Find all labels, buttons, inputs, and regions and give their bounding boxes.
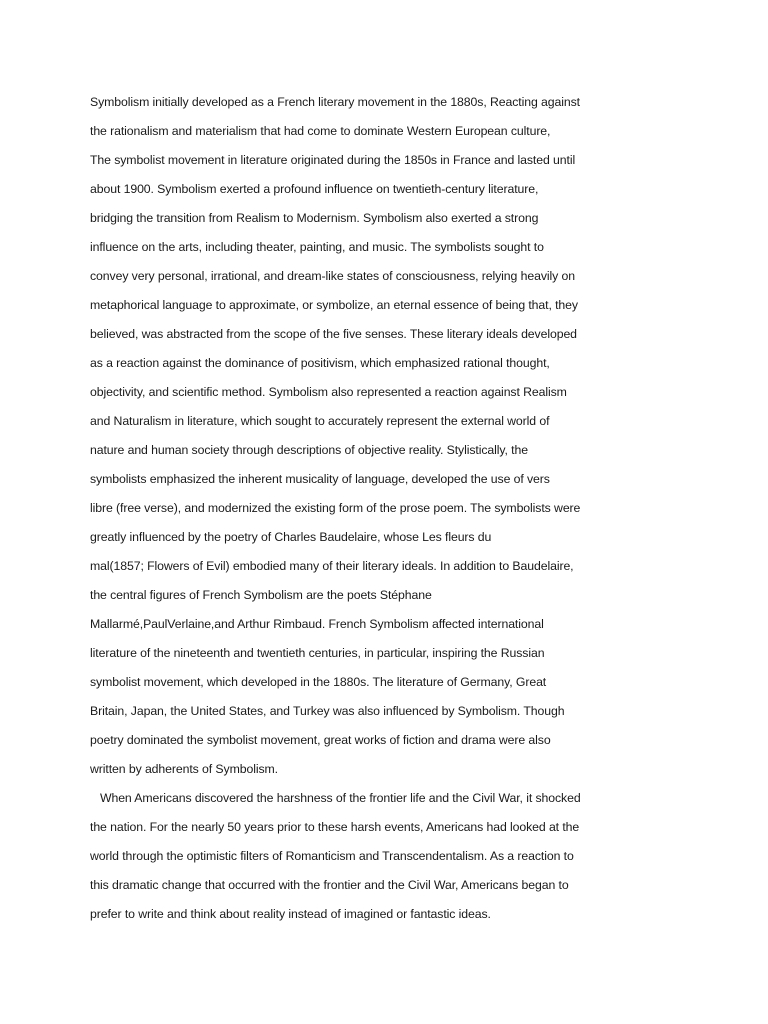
text-line: world through the optimistic filters of Romanticism and Transcendentalism. As a reaction to [90,849,574,863]
text-line: bridging the transition from Realism to Modernism. Symbolism also exerted a strong [90,211,539,225]
text-line: about 1900. Symbolism exerted a profound influence on twentieth-century literature, [90,182,539,196]
text-line: literature of the nineteenth and twentieth centuries, in particular, inspiring the Russian [90,646,545,660]
text-line: Britain, Japan, the United States, and Turkey was also influenced by Symbolism. Though [90,704,565,718]
text-line: libre (free verse), and modernized the existing form of the prose poem. The symbolists were [90,501,581,515]
text-line: the nation. For the nearly 50 years prior to these harsh events, Americans had looked at the [90,820,580,834]
text-line: objectivity, and scientific method. Symbolism also represented a reaction against Realism [90,385,567,399]
text-line: symbolists emphasized the inherent musicality of language, developed the use of vers [90,472,550,486]
text-line: poetry dominated the symbolist movement, great works of fiction and drama were also [90,733,551,747]
text-line: written by adherents of Symbolism. [90,762,278,776]
text-line: prefer to write and think about reality instead of imagined or fantastic ideas. [90,907,491,921]
text-line: as a reaction against the dominance of positivism, which emphasized rational thought, [90,356,550,370]
text-line: symbolist movement, which developed in the 1880s. The literature of Germany, Great [90,675,547,689]
text-line: nature and human society through descriptions of objective reality. Stylistically, the [90,443,528,457]
text-line: this dramatic change that occurred with the frontier and the Civil War, Americans began to [90,878,569,892]
text-line: the rationalism and materialism that had come to dominate Western European culture, [90,124,551,138]
text-line: influence on the arts, including theater, painting, and music. The symbolists sought to [90,240,544,254]
body-text [90,88,730,929]
text-line: metaphorical language to approximate, or symbolize, an eternal essence of being that, they [90,298,578,312]
text-line: the central figures of French Symbolism are the poets Stéphane [90,588,432,602]
text-line: Mallarmé,PaulVerlaine,and Arthur Rimbaud. French Symbolism affected international [90,617,544,631]
text-line: The symbolist movement in literature originated during the 1850s in France and lasted until [90,153,576,167]
text-line: mal(1857; Flowers of Evil) embodied many of their literary ideals. In addition to Baudelaire, [90,559,574,573]
text-line: When Americans discovered the harshness of the frontier life and the Civil War, it shocked [90,791,581,805]
text-line: greatly influenced by the poetry of Charles Baudelaire, whose Les fleurs du [90,530,492,544]
text-line: and Naturalism in literature, which sought to accurately represent the external world of [90,414,550,428]
text-line: Symbolism initially developed as a French literary movement in the 1880s, Reacting against [90,95,580,109]
text-line: believed, was abstracted from the scope of the five senses. These literary ideals developed [90,327,577,341]
text-line: convey very personal, irrational, and dream-like states of consciousness, relying heavily on [90,269,575,283]
